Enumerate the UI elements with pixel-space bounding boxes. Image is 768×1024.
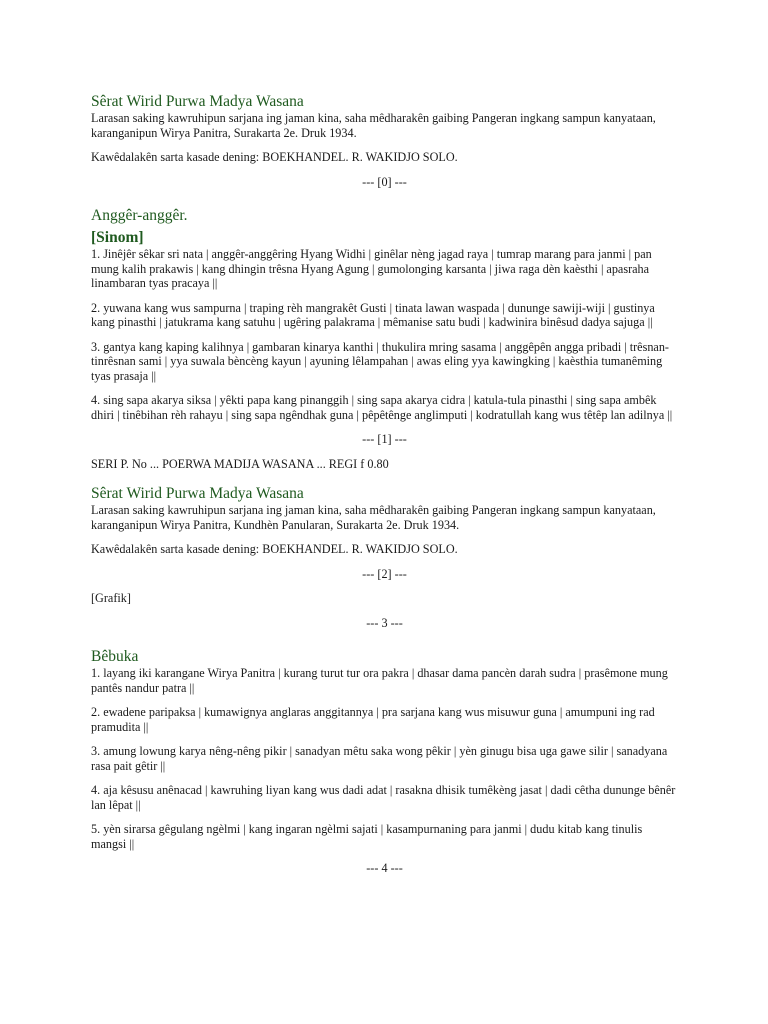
page-separator: --- [2] ---	[362, 566, 407, 581]
page-separator: --- 4 ---	[366, 861, 403, 875]
verse-paragraph: 5. yèn sirarsa gêgulang ngèlmi | kang ingaran ngèlmi sajati | kasampurnaning para janmi | dudu kitab kang tinulis mangsi ||	[91, 822, 643, 851]
page-separator: --- [1] ---	[362, 432, 407, 446]
verse-paragraph: 2. ewadene paripaksa | kumawignya anglaras anggitannya | pra sarjana kang wus misuwur guna | amumpuni ing rad pramudita ||	[91, 705, 655, 734]
page-separator: --- 3 ---	[366, 615, 403, 630]
grafik-placeholder: [Grafik]	[91, 591, 131, 605]
series-line: SERI P. No ... POERWA MADIJA WASANA ... REGI f 0.80	[91, 456, 389, 471]
verse-paragraph: 4. sing sapa akarya siksa | yêkti papa kang pinanggih | sing sapa akarya cidra | katula-tula pinasthi | sing sapa ambêk dhiri | tinêbihan rèh rahayu | sing sapa ngêndhak guna | pêpêtênge anglimputi | kodratullah kang wus têtêp lan adilnya ||	[91, 393, 673, 422]
verse-paragraph: 3. gantya kang kaping kalihnya | gambaran kinarya kanthi | thukulira mring sasama | anggêpên angga pribadi | trêsnan-tinrêsnan sami | yya suwala bèncèng kayun | ayuning lêlampahan | awas eling yya kawingking | kaèsthia tumanêming tyas prasaja ||	[91, 339, 669, 383]
publisher-line: Kawêdalakên sarta kasade dening: BOEKHANDEL. R. WAKIDJO SOLO.	[91, 542, 458, 556]
page-separator: --- [0] ---	[362, 174, 407, 189]
intro-paragraph: Larasan saking kawruhipun sarjana ing jaman kina, saha mêdharakên gaibing Pangeran ingkang sampun kanyataan, karanganipun Wirya Panitra, Surakarta 2e. Druk 1934.	[91, 111, 656, 140]
section-title: Sêrat Wirid Purwa Madya Wasana	[91, 93, 304, 110]
publisher-line: Kawêdalakên sarta kasade dening: BOEKHANDEL. R. WAKIDJO SOLO.	[91, 150, 458, 164]
verse-paragraph: 1. Jinêjêr sêkar sri nata | anggêr-anggêring Hyang Widhi | ginêlar nèng jagad raya | tumrap marang para janmi | pan mung kalih prakawis | kang dhingin trêsna Hyang Agung | gumolonging karsanta | jiwa raga dèn kaèsthi | apasraha linambaran tyas pracaya ||	[91, 247, 652, 290]
section-title: Sêrat Wirid Purwa Madya Wasana	[91, 485, 304, 502]
section-subtitle: [Sinom]	[91, 229, 144, 246]
verse-paragraph: 2. yuwana kang wus sampurna | traping rèh mangrakêt Gusti | tinata lawan waspada | dununge sawiji-wiji | gustinya kang pinasthi | jatukrama kang satuhu | ugêring palakrama | mêmanise satu budi | kadwinira binêsud dadya sajuga ||	[91, 300, 655, 329]
intro-paragraph: Larasan saking kawruhipun sarjana ing jaman kina, saha mêdharakên gaibing Pangeran ingkang sampun kanyataan, karanganipun Wirya Panitra, Kundhèn Panularan, Surakarta 2e. Druk 1934.	[91, 503, 656, 532]
section-title: Bêbuka	[91, 648, 139, 665]
verse-paragraph: 3. amung lowung karya nêng-nêng pikir | sanadyan mêtu saka wong pêkir | yèn ginugu bisa uga gawe silir | sanadyana rasa pait gêtir ||	[91, 744, 668, 773]
verse-paragraph: 4. aja kêsusu anênacad | kawruhing liyan kang wus dadi adat | rasakna dhisik tumêkèng jasat | dadi cêtha dunungе bênêr lan lêpat ||	[91, 783, 676, 812]
section-title: Anggêr-anggêr.	[91, 207, 188, 224]
verse-paragraph: 1. layang iki karangane Wirya Panitra | kurang turut tur ora pakra | dhasar dama pancèn darah sudra | prasêmone mung pantês nandur patra ||	[91, 666, 668, 695]
